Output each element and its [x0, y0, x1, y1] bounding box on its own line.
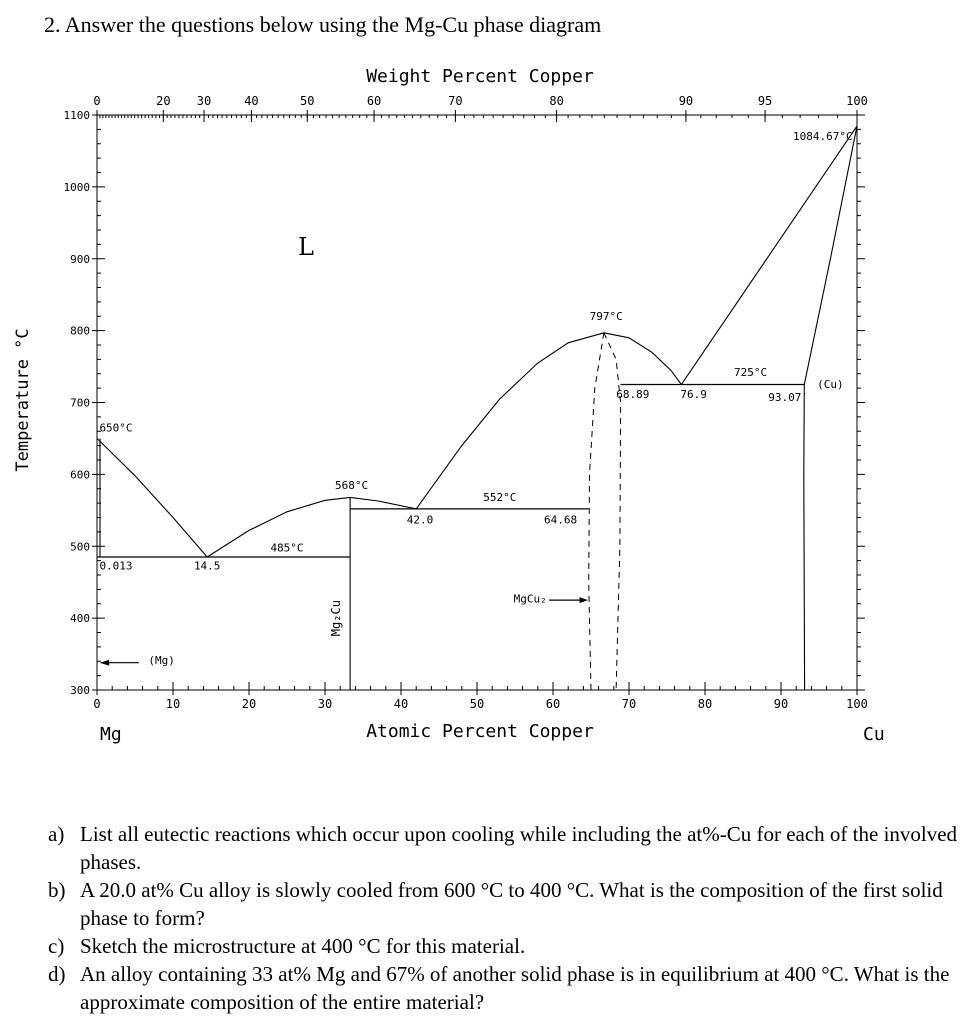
question-title: 2. Answer the questions below using the Mg-Cu phase diagram: [44, 12, 602, 37]
y-tick-label: 500: [70, 540, 90, 554]
diagram-label: 1084.67°C: [792, 130, 853, 144]
right-element-label: Cu: [863, 724, 885, 745]
wt-tick-label: 95: [757, 94, 773, 108]
x-tick-label: 50: [469, 697, 485, 711]
wt-tick-label: 30: [196, 94, 212, 108]
wt-tick-label: 50: [300, 94, 315, 108]
question-a: a) List all eutectic reactions which occur upon cooling while including the at%-Cu for each of the involved phases.: [48, 822, 958, 874]
diagram-label: 485°C: [270, 541, 304, 555]
liquidus-mg: [97, 438, 207, 557]
liquidus-mg2cu-right: [350, 497, 416, 509]
wt-tick-label: 70: [448, 94, 463, 108]
x-tick-label: 20: [241, 697, 257, 711]
x-tick-label: 0: [93, 697, 101, 711]
mg2cu-label: Mg₂Cu: [329, 600, 344, 637]
x-tick-label: 60: [545, 697, 561, 711]
x-tick-label: 90: [773, 697, 789, 711]
y-tick-label: 300: [70, 684, 90, 697]
top-axis-title: Weight Percent Copper: [366, 66, 594, 87]
solidus-cu: [804, 126, 857, 690]
diagram-label: 93.07: [768, 391, 802, 405]
mgcu2-left-boundary: [589, 333, 604, 690]
left-element-label: Mg: [100, 724, 122, 745]
y-axis-title: Temperature °C: [13, 328, 33, 472]
question-b: b) A 20.0 at% Cu alloy is slowly cooled from 600 °C to 400 °C. What is the composition of the first solid phase to form?: [48, 878, 943, 930]
diagram-label: 552°C: [483, 490, 517, 504]
y-tick-label: 600: [70, 468, 90, 482]
y-tick-label: 1100: [63, 109, 90, 122]
wt-tick-label: 0: [93, 94, 101, 108]
x-tick-label: 80: [697, 697, 713, 711]
wt-tick-label: 60: [366, 94, 382, 108]
x-tick-label: 30: [317, 697, 333, 711]
diagram-label: 64.68: [544, 513, 578, 527]
diagram-label: (Cu): [817, 378, 844, 392]
y-tick-label: 700: [70, 396, 90, 410]
question-list: [48, 820, 968, 1016]
liquidus-mgcu2-left: [416, 333, 604, 509]
diagram-label: 0.013: [99, 559, 133, 573]
y-tick-label: 800: [70, 324, 90, 338]
y-tick-label: 1000: [63, 180, 90, 194]
y-tick-label: 400: [70, 612, 90, 626]
x-tick-label: 100: [846, 697, 868, 711]
diagram-label: 76.9: [680, 388, 707, 402]
diagram-label: MgCu₂: [513, 592, 547, 606]
arrowhead-icon: [580, 597, 588, 603]
x-tick-label: 40: [393, 697, 409, 711]
diagram-label: 797°C: [589, 309, 623, 323]
diagram-label: 568°C: [335, 478, 369, 492]
x-tick-label: 70: [621, 697, 637, 711]
diagram-label: 14.5: [193, 559, 221, 573]
diagram-label: 42.0: [406, 513, 434, 527]
y-tick-label: 900: [70, 252, 90, 266]
diagram-label: 68.89: [616, 388, 650, 402]
liquidus-mgcu2-right: [604, 333, 682, 385]
plot-frame: [97, 115, 857, 690]
question-c: c) Sketch the microstructure at 400 °C for this material.: [48, 934, 526, 958]
wt-tick-label: 90: [678, 94, 694, 108]
wt-tick-label: 100: [846, 94, 868, 108]
wt-tick-label: 20: [156, 94, 171, 108]
diagram-label: (Mg): [148, 654, 175, 668]
mgcu2-right-boundary: [604, 333, 621, 690]
diagram-label: 650°C: [99, 421, 133, 435]
wt-tick-label: 40: [244, 94, 259, 108]
question-d: d) An alloy containing 33 at% Mg and 67% of another solid phase is in equilibrium at 400 °C. What is the approximate composition of the entire material?: [48, 962, 950, 1014]
x-tick-label: 10: [165, 697, 181, 711]
wt-tick-label: 80: [549, 94, 564, 108]
diagram-label: L: [298, 233, 314, 262]
arrowhead-icon: [100, 660, 109, 666]
diagram-label: 725°C: [734, 365, 768, 379]
x-axis-title: Atomic Percent Copper: [366, 721, 594, 742]
